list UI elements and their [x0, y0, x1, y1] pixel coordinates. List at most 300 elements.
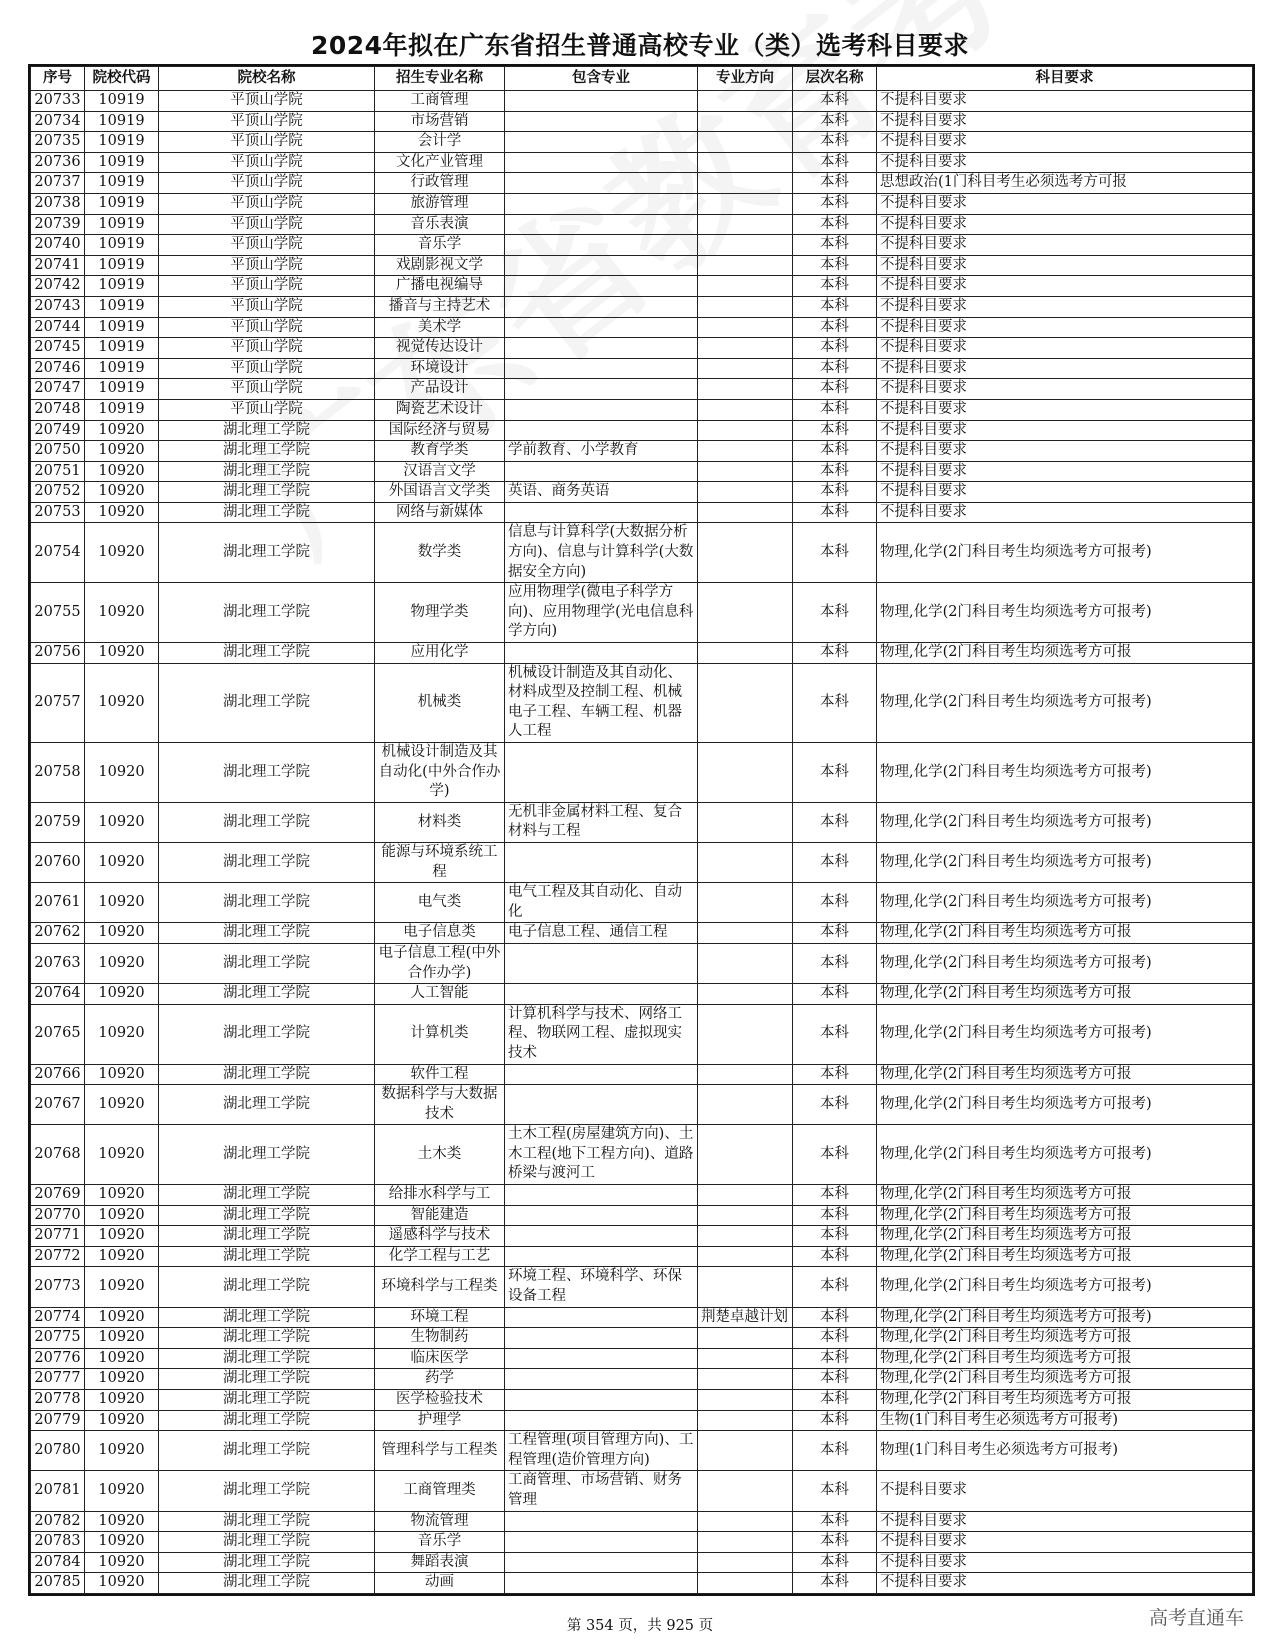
- cell-direction: [698, 276, 793, 297]
- cell-direction: [698, 743, 793, 803]
- cell-direction: [698, 1532, 793, 1553]
- cell-major-name: 工商管理类: [375, 1471, 505, 1511]
- cell-subject-requirement: 不提科目要求: [877, 296, 1253, 317]
- cell-major-name: 环境设计: [375, 358, 505, 379]
- cell-level: 本科: [793, 1328, 877, 1349]
- cell-level: 本科: [793, 1307, 877, 1328]
- cell-included-majors: 环境工程、环境科学、环保设备工程: [505, 1267, 698, 1307]
- cell-level: 本科: [793, 663, 877, 742]
- cell-school-name: 湖北理工学院: [159, 502, 375, 523]
- cell-included-majors: [505, 235, 698, 256]
- cell-level: 本科: [793, 923, 877, 944]
- cell-level: 本科: [793, 1511, 877, 1532]
- cell-school-name: 湖北理工学院: [159, 1125, 375, 1185]
- cell-seq: 20750: [31, 441, 85, 462]
- table-row: [31, 1125, 1253, 1185]
- cell-seq: 20764: [31, 984, 85, 1005]
- cell-school-name: 湖北理工学院: [159, 663, 375, 742]
- cell-seq: 20771: [31, 1226, 85, 1247]
- cell-major-name: 会计学: [375, 132, 505, 153]
- cell-major-name: 能源与环境系统工程: [375, 842, 505, 882]
- cell-seq: 20742: [31, 276, 85, 297]
- cell-subject-requirement: 不提科目要求: [877, 379, 1253, 400]
- cell-level: 本科: [793, 193, 877, 214]
- cell-subject-requirement: 物理,化学(2门科目考生均须选考方可报考): [877, 663, 1253, 742]
- cell-level: 本科: [793, 1205, 877, 1226]
- cell-school-code: 10920: [85, 1226, 159, 1247]
- cell-seq: 20780: [31, 1431, 85, 1471]
- cell-included-majors: [505, 943, 698, 983]
- cell-direction: [698, 923, 793, 944]
- cell-school-code: 10920: [85, 663, 159, 742]
- cell-school-code: 10920: [85, 1125, 159, 1185]
- cell-school-code: 10919: [85, 317, 159, 338]
- cell-school-name: 湖北理工学院: [159, 1085, 375, 1125]
- cell-direction: [698, 214, 793, 235]
- cell-subject-requirement: 不提科目要求: [877, 1552, 1253, 1573]
- table-row: [31, 1267, 1253, 1307]
- cell-major-name: 网络与新媒体: [375, 502, 505, 523]
- cell-subject-requirement: 物理,化学(2门科目考生均须选考方可报考): [877, 1267, 1253, 1307]
- table-body: [31, 91, 1253, 1594]
- cell-seq: 20760: [31, 842, 85, 882]
- cell-level: 本科: [793, 1431, 877, 1471]
- table-row: [31, 583, 1253, 643]
- cell-subject-requirement: 物理,化学(2门科目考生均须选考方可报考): [877, 943, 1253, 983]
- cell-included-majors: [505, 1552, 698, 1573]
- cell-school-code: 10920: [85, 1246, 159, 1267]
- table-row: [31, 1185, 1253, 1206]
- cell-subject-requirement: 物理,化学(2门科目考生均须选考方可报: [877, 984, 1253, 1005]
- cell-seq: 20735: [31, 132, 85, 153]
- cell-school-name: 平顶山学院: [159, 173, 375, 194]
- cell-seq: 20741: [31, 255, 85, 276]
- cell-school-name: 平顶山学院: [159, 399, 375, 420]
- cell-level: 本科: [793, 643, 877, 664]
- cell-school-code: 10920: [85, 883, 159, 923]
- cell-included-majors: [505, 358, 698, 379]
- cell-major-name: 化学工程与工艺: [375, 1246, 505, 1267]
- cell-school-name: 湖北理工学院: [159, 1267, 375, 1307]
- cell-major-name: 环境科学与工程类: [375, 1267, 505, 1307]
- table-header-row: [31, 67, 1253, 91]
- cell-seq: 20785: [31, 1573, 85, 1594]
- brand-watermark: 高考直通车: [1148, 1607, 1244, 1629]
- cell-school-name: 湖北理工学院: [159, 1246, 375, 1267]
- cell-subject-requirement: 不提科目要求: [877, 91, 1253, 112]
- cell-direction: [698, 523, 793, 583]
- cell-seq: 20747: [31, 379, 85, 400]
- table-row: [31, 193, 1253, 214]
- cell-direction: [698, 173, 793, 194]
- table-row: [31, 214, 1253, 235]
- cell-direction: [698, 1205, 793, 1226]
- cell-seq: 20767: [31, 1085, 85, 1125]
- cell-level: 本科: [793, 1004, 877, 1064]
- cell-included-majors: [505, 1328, 698, 1349]
- cell-included-majors: [505, 1511, 698, 1532]
- cell-major-name: 戏剧影视文学: [375, 255, 505, 276]
- cell-school-code: 10920: [85, 420, 159, 441]
- cell-direction: [698, 883, 793, 923]
- cell-included-majors: [505, 379, 698, 400]
- cell-school-name: 平顶山学院: [159, 276, 375, 297]
- cell-subject-requirement: 物理,化学(2门科目考生均须选考方可报考): [877, 883, 1253, 923]
- cell-included-majors: [505, 1307, 698, 1328]
- cell-school-name: 湖北理工学院: [159, 1410, 375, 1431]
- cell-school-code: 10920: [85, 583, 159, 643]
- cell-school-name: 湖北理工学院: [159, 1307, 375, 1328]
- cell-level: 本科: [793, 842, 877, 882]
- cell-school-code: 10919: [85, 111, 159, 132]
- cell-school-name: 平顶山学院: [159, 214, 375, 235]
- cell-school-code: 10920: [85, 1511, 159, 1532]
- cell-included-majors: 信息与计算科学(大数据分析方向)、信息与计算科学(大数据安全方向): [505, 523, 698, 583]
- cell-direction: [698, 1471, 793, 1511]
- cell-direction: [698, 255, 793, 276]
- cell-subject-requirement: 不提科目要求: [877, 193, 1253, 214]
- cell-included-majors: [505, 214, 698, 235]
- cell-school-code: 10919: [85, 296, 159, 317]
- cell-seq: 20779: [31, 1410, 85, 1431]
- cell-seq: 20756: [31, 643, 85, 664]
- cell-seq: 20773: [31, 1267, 85, 1307]
- cell-seq: 20755: [31, 583, 85, 643]
- cell-direction: [698, 1125, 793, 1185]
- cell-direction: [698, 1369, 793, 1390]
- cell-included-majors: [505, 1369, 698, 1390]
- cell-subject-requirement: 不提科目要求: [877, 338, 1253, 359]
- cell-major-name: 美术学: [375, 317, 505, 338]
- cell-level: 本科: [793, 802, 877, 842]
- table-row: [31, 132, 1253, 153]
- table-row: [31, 743, 1253, 803]
- cell-level: 本科: [793, 1552, 877, 1573]
- cell-level: 本科: [793, 883, 877, 923]
- cell-direction: [698, 1004, 793, 1064]
- cell-direction: [698, 441, 793, 462]
- cell-major-name: 音乐学: [375, 235, 505, 256]
- cell-school-code: 10920: [85, 1004, 159, 1064]
- cell-school-code: 10920: [85, 1410, 159, 1431]
- cell-school-code: 10919: [85, 132, 159, 153]
- cell-major-name: 数学类: [375, 523, 505, 583]
- table-row: [31, 1004, 1253, 1064]
- cell-direction: [698, 132, 793, 153]
- cell-included-majors: 学前教育、小学教育: [505, 441, 698, 462]
- cell-major-name: 电子信息类: [375, 923, 505, 944]
- cell-major-name: 国际经济与贸易: [375, 420, 505, 441]
- table-row: [31, 1410, 1253, 1431]
- cell-level: 本科: [793, 1064, 877, 1085]
- cell-major-name: 材料类: [375, 802, 505, 842]
- table-row: [31, 482, 1253, 503]
- cell-subject-requirement: 物理,化学(2门科目考生均须选考方可报考): [877, 523, 1253, 583]
- cell-level: 本科: [793, 1226, 877, 1247]
- cell-direction: [698, 502, 793, 523]
- cell-school-name: 湖北理工学院: [159, 1431, 375, 1471]
- header-cell: 院校名称: [159, 67, 375, 91]
- cell-level: 本科: [793, 1471, 877, 1511]
- cell-seq: 20745: [31, 338, 85, 359]
- cell-included-majors: 土木工程(房屋建筑方向)、土木工程(地下工程方向)、道路桥梁与渡河工: [505, 1125, 698, 1185]
- cell-direction: 荆楚卓越计划: [698, 1307, 793, 1328]
- cell-seq: 20777: [31, 1369, 85, 1390]
- cell-level: 本科: [793, 523, 877, 583]
- cell-level: 本科: [793, 943, 877, 983]
- cell-major-name: 机械设计制造及其自动化(中外合作办学): [375, 743, 505, 803]
- cell-subject-requirement: 物理,化学(2门科目考生均须选考方可报: [877, 1246, 1253, 1267]
- cell-school-name: 湖北理工学院: [159, 1328, 375, 1349]
- cell-seq: 20740: [31, 235, 85, 256]
- cell-seq: 20757: [31, 663, 85, 742]
- cell-subject-requirement: 物理,化学(2门科目考生均须选考方可报: [877, 1226, 1253, 1247]
- table-row: [31, 461, 1253, 482]
- cell-level: 本科: [793, 502, 877, 523]
- requirements-table-wrapper: [28, 64, 1255, 1596]
- cell-seq: 20776: [31, 1348, 85, 1369]
- cell-seq: 20761: [31, 883, 85, 923]
- cell-direction: [698, 338, 793, 359]
- cell-school-code: 10920: [85, 943, 159, 983]
- cell-school-code: 10920: [85, 502, 159, 523]
- table-row: [31, 1226, 1253, 1247]
- cell-direction: [698, 1511, 793, 1532]
- cell-subject-requirement: 不提科目要求: [877, 111, 1253, 132]
- cell-school-name: 湖北理工学院: [159, 1471, 375, 1511]
- cell-subject-requirement: 思想政治(1门科目考生必须选考方可报: [877, 173, 1253, 194]
- cell-school-name: 湖北理工学院: [159, 1064, 375, 1085]
- cell-direction: [698, 842, 793, 882]
- cell-level: 本科: [793, 152, 877, 173]
- page-footer: 第 354 页，共 925 页: [566, 1618, 714, 1634]
- cell-included-majors: [505, 173, 698, 194]
- table-row: [31, 1328, 1253, 1349]
- cell-direction: [698, 1431, 793, 1471]
- cell-subject-requirement: 不提科目要求: [877, 399, 1253, 420]
- cell-school-code: 10920: [85, 1552, 159, 1573]
- table-row: [31, 173, 1253, 194]
- cell-school-code: 10919: [85, 214, 159, 235]
- table-row: [31, 111, 1253, 132]
- cell-seq: 20772: [31, 1246, 85, 1267]
- cell-direction: [698, 984, 793, 1005]
- cell-school-code: 10919: [85, 235, 159, 256]
- cell-seq: 20766: [31, 1064, 85, 1085]
- cell-school-code: 10920: [85, 1085, 159, 1125]
- cell-direction: [698, 1410, 793, 1431]
- cell-seq: 20758: [31, 743, 85, 803]
- cell-level: 本科: [793, 399, 877, 420]
- cell-subject-requirement: 物理,化学(2门科目考生均须选考方可报: [877, 923, 1253, 944]
- cell-school-code: 10920: [85, 743, 159, 803]
- cell-major-name: 视觉传达设计: [375, 338, 505, 359]
- cell-school-code: 10919: [85, 193, 159, 214]
- cell-subject-requirement: 物理,化学(2门科目考生均须选考方可报考): [877, 743, 1253, 803]
- header-cell: 包含专业: [505, 67, 698, 91]
- cell-major-name: 物流管理: [375, 1511, 505, 1532]
- cell-direction: [698, 399, 793, 420]
- table-row: [31, 663, 1253, 742]
- cell-level: 本科: [793, 338, 877, 359]
- cell-school-name: 湖北理工学院: [159, 1390, 375, 1411]
- table-row: [31, 235, 1253, 256]
- table-row: [31, 1532, 1253, 1553]
- cell-school-name: 平顶山学院: [159, 338, 375, 359]
- cell-included-majors: [505, 842, 698, 882]
- cell-seq: 20738: [31, 193, 85, 214]
- cell-school-code: 10920: [85, 1328, 159, 1349]
- table-row: [31, 842, 1253, 882]
- cell-school-name: 平顶山学院: [159, 358, 375, 379]
- cell-school-code: 10919: [85, 91, 159, 112]
- table-row: [31, 91, 1253, 112]
- cell-level: 本科: [793, 1573, 877, 1594]
- cell-school-name: 湖北理工学院: [159, 523, 375, 583]
- cell-school-name: 湖北理工学院: [159, 1226, 375, 1247]
- table-row: [31, 1348, 1253, 1369]
- cell-major-name: 文化产业管理: [375, 152, 505, 173]
- table-row: [31, 152, 1253, 173]
- cell-level: 本科: [793, 379, 877, 400]
- cell-direction: [698, 583, 793, 643]
- cell-level: 本科: [793, 132, 877, 153]
- cell-major-name: 播音与主持艺术: [375, 296, 505, 317]
- cell-level: 本科: [793, 214, 877, 235]
- cell-school-code: 10919: [85, 276, 159, 297]
- cell-included-majors: 电子信息工程、通信工程: [505, 923, 698, 944]
- cell-school-code: 10920: [85, 523, 159, 583]
- cell-subject-requirement: 物理,化学(2门科目考生均须选考方可报: [877, 1185, 1253, 1206]
- cell-level: 本科: [793, 1267, 877, 1307]
- cell-seq: 20768: [31, 1125, 85, 1185]
- cell-subject-requirement: 物理,化学(2门科目考生均须选考方可报: [877, 1205, 1253, 1226]
- cell-level: 本科: [793, 296, 877, 317]
- requirements-table: [30, 66, 1253, 1594]
- cell-subject-requirement: 物理,化学(2门科目考生均须选考方可报考): [877, 802, 1253, 842]
- cell-major-name: 行政管理: [375, 173, 505, 194]
- cell-seq: 20748: [31, 399, 85, 420]
- cell-direction: [698, 1246, 793, 1267]
- cell-seq: 20778: [31, 1390, 85, 1411]
- cell-included-majors: [505, 743, 698, 803]
- cell-seq: 20749: [31, 420, 85, 441]
- cell-included-majors: [505, 91, 698, 112]
- cell-included-majors: 计算机科学与技术、网络工程、物联网工程、虚拟现实技术: [505, 1004, 698, 1064]
- cell-included-majors: [505, 296, 698, 317]
- cell-major-name: 音乐学: [375, 1532, 505, 1553]
- cell-level: 本科: [793, 1085, 877, 1125]
- cell-included-majors: [505, 1532, 698, 1553]
- cell-school-code: 10920: [85, 1185, 159, 1206]
- cell-school-name: 平顶山学院: [159, 152, 375, 173]
- cell-direction: [698, 802, 793, 842]
- cell-level: 本科: [793, 255, 877, 276]
- cell-direction: [698, 1085, 793, 1125]
- cell-subject-requirement: 不提科目要求: [877, 1573, 1253, 1594]
- cell-seq: 20762: [31, 923, 85, 944]
- cell-major-name: 药学: [375, 1369, 505, 1390]
- cell-major-name: 电气类: [375, 883, 505, 923]
- cell-included-majors: 机械设计制造及其自动化、材料成型及控制工程、机械电子工程、车辆工程、机器人工程: [505, 663, 698, 742]
- table-row: [31, 399, 1253, 420]
- cell-included-majors: [505, 1205, 698, 1226]
- cell-school-name: 湖北理工学院: [159, 984, 375, 1005]
- cell-level: 本科: [793, 420, 877, 441]
- cell-direction: [698, 1267, 793, 1307]
- cell-school-name: 湖北理工学院: [159, 1552, 375, 1573]
- cell-direction: [698, 152, 793, 173]
- cell-included-majors: [505, 643, 698, 664]
- cell-school-code: 10920: [85, 482, 159, 503]
- table-row: [31, 358, 1253, 379]
- cell-level: 本科: [793, 583, 877, 643]
- cell-direction: [698, 91, 793, 112]
- cell-school-code: 10920: [85, 1369, 159, 1390]
- cell-direction: [698, 482, 793, 503]
- cell-direction: [698, 643, 793, 664]
- table-row: [31, 1552, 1253, 1573]
- table-row: [31, 1390, 1253, 1411]
- cell-subject-requirement: 物理,化学(2门科目考生均须选考方可报: [877, 1328, 1253, 1349]
- cell-subject-requirement: 不提科目要求: [877, 317, 1253, 338]
- cell-included-majors: [505, 152, 698, 173]
- cell-school-name: 湖北理工学院: [159, 1205, 375, 1226]
- table-row: [31, 296, 1253, 317]
- cell-included-majors: 应用物理学(微电子科学方向)、应用物理学(光电信息科学方向): [505, 583, 698, 643]
- cell-included-majors: [505, 420, 698, 441]
- cell-school-name: 湖北理工学院: [159, 482, 375, 503]
- cell-direction: [698, 1348, 793, 1369]
- header-cell: 序号: [31, 67, 85, 91]
- table-row: [31, 1064, 1253, 1085]
- cell-school-code: 10920: [85, 461, 159, 482]
- cell-direction: [698, 317, 793, 338]
- header-cell: 科目要求: [877, 67, 1253, 91]
- page-title: 2024年拟在广东省招生普通高校专业（类）选考科目要求: [310, 31, 970, 60]
- cell-subject-requirement: 物理,化学(2门科目考生均须选考方可报: [877, 1369, 1253, 1390]
- table-row: [31, 1573, 1253, 1594]
- cell-school-name: 平顶山学院: [159, 193, 375, 214]
- cell-school-code: 10920: [85, 1471, 159, 1511]
- cell-school-code: 10920: [85, 984, 159, 1005]
- cell-school-name: 湖北理工学院: [159, 883, 375, 923]
- table-row: [31, 1369, 1253, 1390]
- cell-level: 本科: [793, 1185, 877, 1206]
- cell-direction: [698, 111, 793, 132]
- cell-school-code: 10919: [85, 255, 159, 276]
- header-cell: 层次名称: [793, 67, 877, 91]
- table-row: [31, 984, 1253, 1005]
- header-cell: 招生专业名称: [375, 67, 505, 91]
- cell-direction: [698, 1573, 793, 1594]
- cell-included-majors: [505, 1246, 698, 1267]
- cell-school-code: 10919: [85, 379, 159, 400]
- cell-included-majors: 英语、商务英语: [505, 482, 698, 503]
- cell-major-name: 临床医学: [375, 1348, 505, 1369]
- cell-direction: [698, 461, 793, 482]
- table-row: [31, 923, 1253, 944]
- cell-school-name: 湖北理工学院: [159, 420, 375, 441]
- cell-seq: 20784: [31, 1552, 85, 1573]
- cell-major-name: 教育学类: [375, 441, 505, 462]
- table-row: [31, 502, 1253, 523]
- cell-seq: 20744: [31, 317, 85, 338]
- cell-subject-requirement: 物理,化学(2门科目考生均须选考方可报考): [877, 583, 1253, 643]
- cell-major-name: 动画: [375, 1573, 505, 1594]
- cell-direction: [698, 420, 793, 441]
- table-row: [31, 338, 1253, 359]
